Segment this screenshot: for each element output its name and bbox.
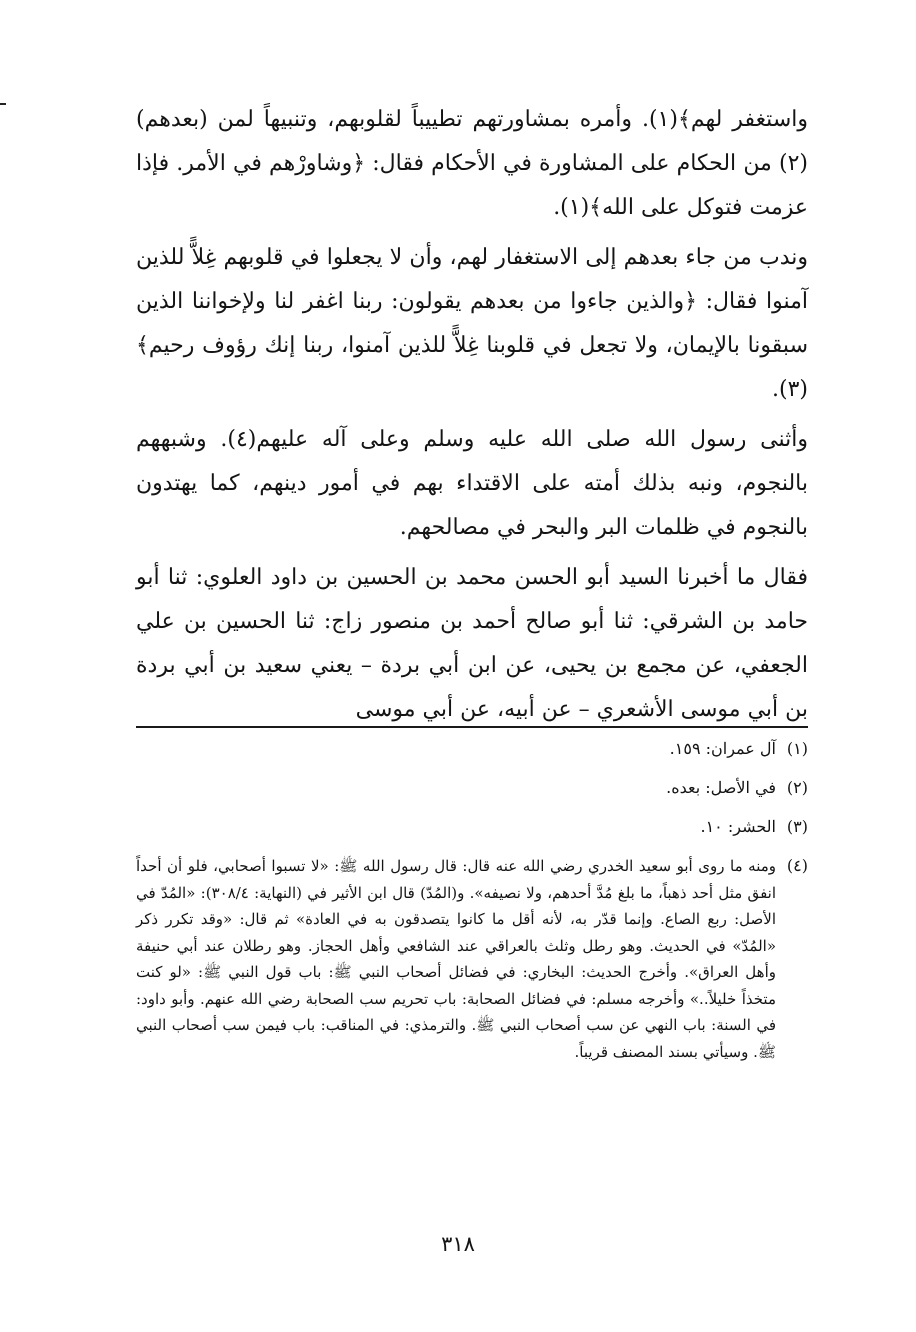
footnote-text: ومنه ما روى أبو سعيد الخدري رضي الله عنه قال: قال رسول الله ﷺ: «لا تسبوا أصحابي، فلو أن أحداً انفق مثل أحد ذهباً، ما بلغ مُدَّ أحدهم، ولا نصيفه». و(المُدّ) قال ابن الأثير في (النهاية: ٣٠٨/٤): «المُدّ في الأصل: ربع الصاع. وإنما قدّر به، لأنه أقل ما كانوا يتصدقون به في العادة» ثم قال: «وقد تكرر ذكر «المُدّ» في الحديث. وهو رطل وثلث بالعراقي عند الشافعي وأهل الحجاز. وهو رطلان عند أبي حنيفة وأهل العراق». وأخرج الحديث: البخاري: في فضائل أصحاب النبي ﷺ: باب قول النبي ﷺ: «لو كنت متخذاً خليلاً..» وأخرجه مسلم: في فضائل الصحابة: باب تحريم سب الصحابة رضي الله عنهم. وأبو داود: في السنة: باب النهي عن سب أصحاب النبي ﷺ. والترمذي: في المناقب: باب فيمن سب أصحاب النبي ﷺ. وسيأتي بسند المصنف قريباً. — [136, 857, 776, 1061]
footnote-text: آل عمران: ١٥٩. — [669, 739, 776, 758]
paragraph: وندب من جاء بعدهم إلى الاستغفار لهم، وأن لا يجعلوا في قلوبهم غِلاًّ للذين آمنوا فقال: ﴿والذين جاءوا من بعدهم يقولون: ربنا اغفر لنا ولإخواننا الذين سبقونا بالإيمان، ولا تجعل في قلوبنا غِلاًّ للذين آمنوا، ربنا إنك رؤوف رحيم﴾(٣). — [136, 245, 808, 402]
footnote-number: (٢) — [786, 778, 808, 797]
paragraph: واستغفر لهم﴾(١). وأمره بمشاورتهم تطييباً لقلوبهم، وتنبيهاً لمن (بعدهم)(٢) من الحكام على المشاورة في الأحكام فقال: ﴿وشاورْهم في الأمر. فإذا عزمت فتوكل على الله﴾(١). — [136, 107, 808, 220]
footnote — [136, 853, 808, 1065]
paragraph: فقال ما أخبرنا السيد أبو الحسن محمد بن الحسين بن داود العلوي: ثنا أبو حامد بن الشرقي: ثنا أبو صالح أحمد بن منصور زاج: ثنا الحسين بن علي الجعفي، عن مجمع بن يحيى، عن ابن أبي بردة – يعني سعيد بن أبي بردة بن أبي موسى الأشعري – عن أبيه، عن أبي موسى — [136, 565, 808, 722]
footnote — [136, 775, 808, 801]
page-number: ٣١٨ — [441, 1232, 475, 1256]
footnote-number: (٣) — [786, 817, 808, 836]
main-text-body — [136, 98, 808, 738]
footnote — [136, 814, 808, 840]
paragraph: وأثنى رسول الله صلى الله عليه وسلم وعلى آله عليهم(٤). وشبههم بالنجوم، ونبه بذلك أمته على الاقتداء بهم في أمور دينهم، كما يهتدون بالنجوم في ظلمات البر والبحر في مصالحهم. — [136, 427, 808, 540]
margin-mark — [0, 103, 6, 105]
footnote-text: في الأصل: بعده. — [666, 778, 776, 797]
footnote — [136, 736, 808, 762]
footnote-number: (٤) — [786, 856, 808, 875]
footnote-number: (١) — [786, 739, 808, 758]
footnote-separator — [136, 726, 808, 728]
footnote-text: الحشر: ١٠. — [700, 817, 776, 836]
footnotes — [136, 736, 808, 1065]
